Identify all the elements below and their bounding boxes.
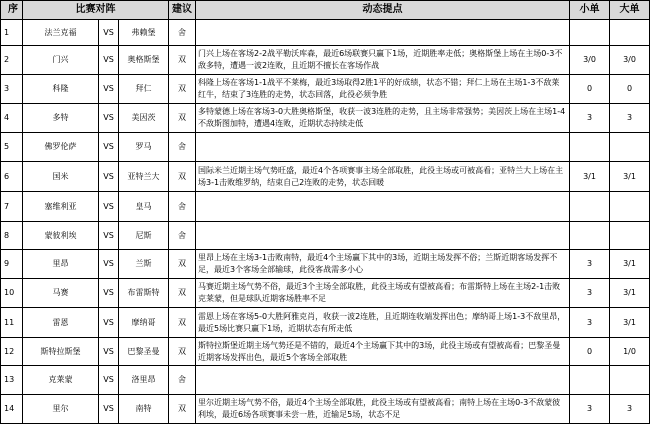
small-cell: 3/0 (570, 46, 610, 75)
header-pick: 建议 (169, 1, 196, 20)
vs-label: VS (99, 366, 119, 395)
header-match: 比赛对阵 (23, 1, 169, 20)
small-cell: 3 (570, 395, 610, 424)
row-number: 4 (1, 104, 23, 133)
vs-label: VS (99, 338, 119, 366)
row-number: 7 (1, 192, 23, 222)
pick-cell: 双 (169, 338, 196, 366)
away-team: 洛里昂 (119, 366, 169, 395)
big-cell: 0 (610, 75, 650, 104)
note-cell: 雷恩上场在客场5-0大胜阿雅克肖，收获一波2连胜，且近期连收端发挥出色；摩纳哥上场1-3不敌里昂，最近5场比赛只赢下1场，近期状态有所走低 (196, 308, 570, 338)
big-cell: 3/0 (610, 46, 650, 75)
small-cell: 3 (570, 104, 610, 133)
home-team: 塞维利亚 (23, 192, 99, 222)
note-cell (196, 192, 570, 222)
small-cell (570, 222, 610, 250)
big-cell: 3/1 (610, 162, 650, 192)
away-team: 奥格斯堡 (119, 46, 169, 75)
away-team: 尼斯 (119, 222, 169, 250)
away-team: 摩纳哥 (119, 308, 169, 338)
table-row (1, 20, 650, 46)
note-cell (196, 20, 570, 46)
home-team: 多特 (23, 104, 99, 133)
table-row (1, 250, 650, 279)
home-team: 门兴 (23, 46, 99, 75)
note-cell: 门兴上场在客场2-2战平勒沃库森，最近6场联赛只赢下1场，近期胜率走低；奥格斯堡上场在主场0-3不敌多特，遭遇一波2连败，且近期不擅长在客场作战 (196, 46, 570, 75)
note-cell: 里昂上场在主场3-1击败南特，最近4个主场赢下其中的3场，近期主场发挥不俗；兰斯近期客场发挥不足，最近3个客场全部输球，此役客战需多小心 (196, 250, 570, 279)
note-cell (196, 222, 570, 250)
note-cell: 马赛近期主场气势不俗，最近3个主场全部取胜，此役主场或有望被高看；布雷斯特上场在主场2-1击败克莱蒙，但是球队近期客场胜率不足 (196, 279, 570, 308)
home-team: 法兰克福 (23, 20, 99, 46)
row-number: 5 (1, 133, 23, 162)
big-cell (610, 133, 650, 162)
header-big: 大单 (610, 1, 650, 20)
away-team: 美因茨 (119, 104, 169, 133)
row-number: 1 (1, 20, 23, 46)
home-team: 国米 (23, 162, 99, 192)
big-cell: 3/1 (610, 250, 650, 279)
note-cell: 里尔近期主场气势不俗，最近4个主场全部取胜，此役主场或有望被高看；南特上场在主场0-3不敌蒙彼利埃，最近6场各项赛事未尝一胜，近输足5场，状态不足 (196, 395, 570, 424)
pick-cell: 舍 (169, 192, 196, 222)
vs-label: VS (99, 395, 119, 424)
row-number: 6 (1, 162, 23, 192)
home-team: 科隆 (23, 75, 99, 104)
home-team: 马赛 (23, 279, 99, 308)
vs-label: VS (99, 104, 119, 133)
small-cell: 0 (570, 338, 610, 366)
table-row (1, 133, 650, 162)
row-number: 10 (1, 279, 23, 308)
big-cell (610, 366, 650, 395)
pick-cell: 双 (169, 75, 196, 104)
vs-label: VS (99, 222, 119, 250)
table-row (1, 279, 650, 308)
big-cell (610, 222, 650, 250)
home-team: 佛罗伦萨 (23, 133, 99, 162)
home-team: 里昂 (23, 250, 99, 279)
note-cell: 多特蒙德上场在客场3-0大胜奥格斯堡，收获一波3连胜的走势，且主场非常强势；美因茨上场在主场1-4不敌斯图加特，遭遇4连败，近期状态持续走低 (196, 104, 570, 133)
header-row (1, 1, 650, 20)
vs-label: VS (99, 46, 119, 75)
away-team: 亚特兰大 (119, 162, 169, 192)
note-cell: 斯特拉斯堡近期主场气势还是不错的，最近4个主场赢下其中的3场，此役主场或有望被高看；巴黎圣曼近期客场发挥出色，最近5个客场全部取胜 (196, 338, 570, 366)
row-number: 2 (1, 46, 23, 75)
table-row (1, 222, 650, 250)
small-cell (570, 366, 610, 395)
big-cell: 1/0 (610, 338, 650, 366)
row-number: 12 (1, 338, 23, 366)
row-number: 3 (1, 75, 23, 104)
small-cell: 3 (570, 279, 610, 308)
pick-cell: 双 (169, 46, 196, 75)
pick-cell: 双 (169, 308, 196, 338)
vs-label: VS (99, 279, 119, 308)
small-cell (570, 192, 610, 222)
home-team: 克莱蒙 (23, 366, 99, 395)
vs-label: VS (99, 162, 119, 192)
vs-label: VS (99, 75, 119, 104)
note-cell (196, 366, 570, 395)
away-team: 罗马 (119, 133, 169, 162)
small-cell: 0 (570, 75, 610, 104)
pick-cell: 舍 (169, 20, 196, 46)
away-team: 弗赖堡 (119, 20, 169, 46)
pick-cell: 舍 (169, 222, 196, 250)
table-row (1, 308, 650, 338)
away-team: 巴黎圣曼 (119, 338, 169, 366)
pick-cell: 双 (169, 250, 196, 279)
big-cell (610, 20, 650, 46)
row-number: 8 (1, 222, 23, 250)
home-team: 雷恩 (23, 308, 99, 338)
home-team: 里尔 (23, 395, 99, 424)
table-row (1, 338, 650, 366)
small-cell: 3 (570, 250, 610, 279)
table-row (1, 104, 650, 133)
pick-cell: 舍 (169, 133, 196, 162)
row-number: 11 (1, 308, 23, 338)
small-cell: 3 (570, 308, 610, 338)
table-row (1, 162, 650, 192)
note-cell (196, 133, 570, 162)
big-cell: 3/1 (610, 279, 650, 308)
note-cell: 国际米兰近期主场气势旺盛，最近4个各项赛事主场全部取胜，此役主场或可被高看；亚特兰大上场在主场3-1击败维罗纳，结束自己2连败的走势，状态回暖 (196, 162, 570, 192)
vs-label: VS (99, 192, 119, 222)
small-cell (570, 133, 610, 162)
header-small: 小单 (570, 1, 610, 20)
vs-label: VS (99, 250, 119, 279)
big-cell (610, 192, 650, 222)
row-number: 13 (1, 366, 23, 395)
vs-label: VS (99, 133, 119, 162)
big-cell: 3 (610, 104, 650, 133)
row-number: 9 (1, 250, 23, 279)
header-no: 序 (1, 1, 23, 20)
table-row (1, 46, 650, 75)
pick-cell: 舍 (169, 366, 196, 395)
big-cell: 3/1 (610, 308, 650, 338)
table-row (1, 75, 650, 104)
pick-cell: 双 (169, 162, 196, 192)
away-team: 兰斯 (119, 250, 169, 279)
table-body (1, 1, 650, 424)
away-team: 拜仁 (119, 75, 169, 104)
note-cell: 科隆上场在客场1-1战平不莱梅，最近3场取得2胜1平的好成绩，状态不错；拜仁上场在主场1-3不敌莱红牛，结束了3连胜的走势，状态回落，此役必须争胜 (196, 75, 570, 104)
pick-cell: 双 (169, 395, 196, 424)
small-cell (570, 20, 610, 46)
table-row (1, 395, 650, 424)
pick-cell: 双 (169, 104, 196, 133)
away-team: 皇马 (119, 192, 169, 222)
big-cell: 3 (610, 395, 650, 424)
header-note: 动态提点 (196, 1, 570, 20)
row-number: 14 (1, 395, 23, 424)
home-team: 蒙彼利埃 (23, 222, 99, 250)
pick-cell: 双 (169, 279, 196, 308)
table-row (1, 192, 650, 222)
vs-label: VS (99, 308, 119, 338)
away-team: 南特 (119, 395, 169, 424)
vs-label: VS (99, 20, 119, 46)
small-cell: 3/1 (570, 162, 610, 192)
table-row (1, 366, 650, 395)
home-team: 斯特拉斯堡 (23, 338, 99, 366)
away-team: 布雷斯特 (119, 279, 169, 308)
